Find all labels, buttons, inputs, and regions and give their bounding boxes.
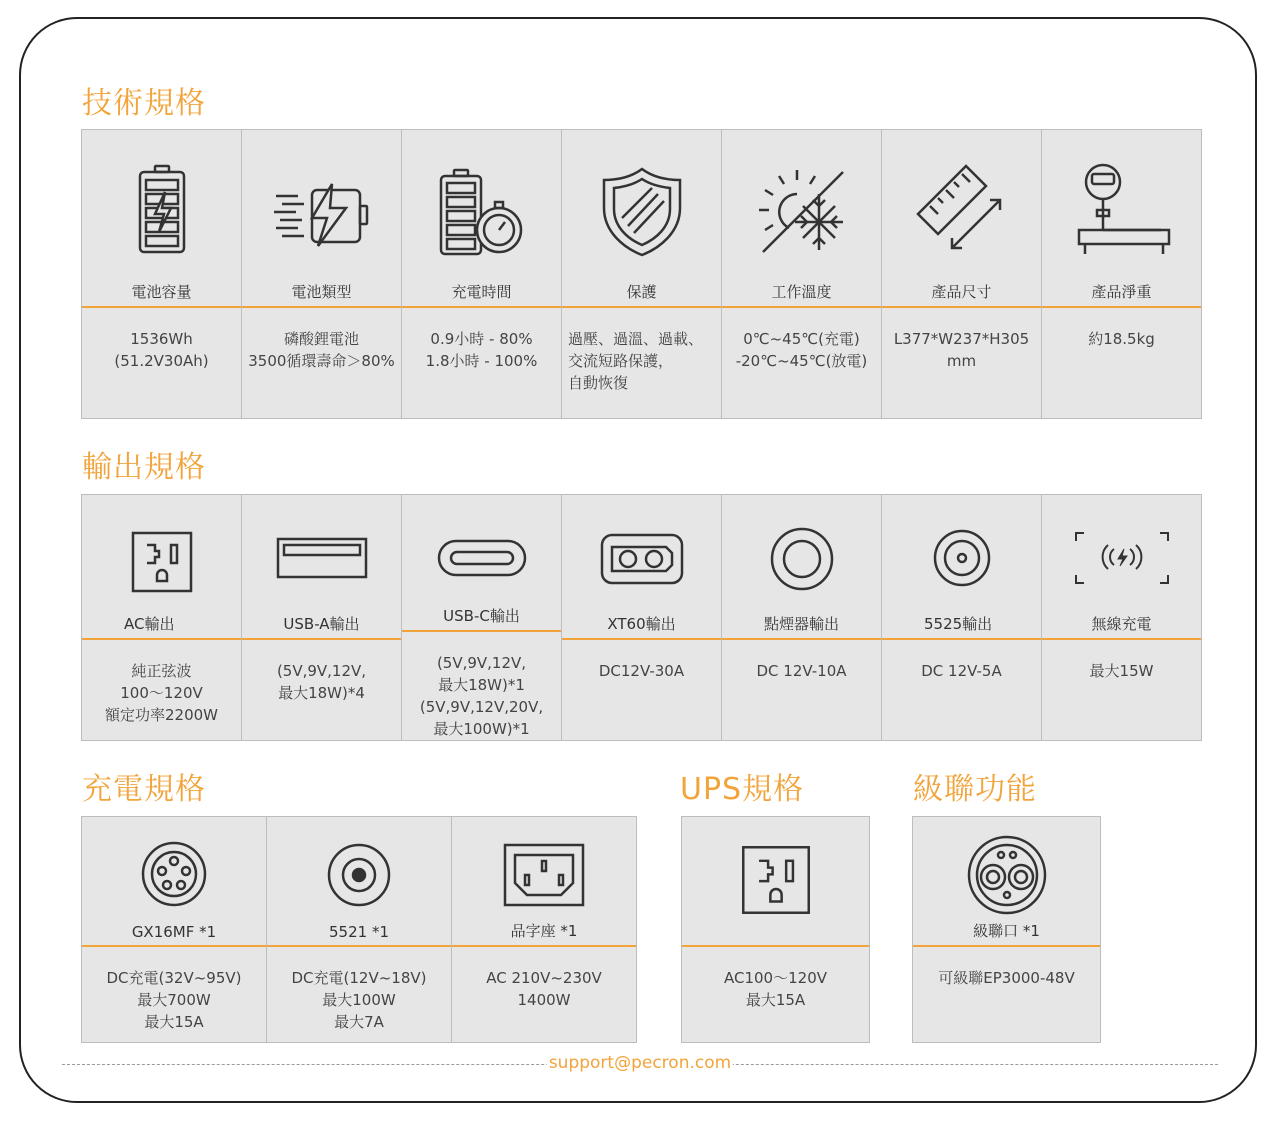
output-value: DC 12V-5A — [921, 662, 1002, 680]
scale-icon — [1042, 162, 1201, 256]
heading-ups-specs: UPS規格 — [680, 772, 805, 807]
tech-spec-net-weight — [1041, 129, 1202, 419]
ac-outlet-icon — [82, 531, 241, 593]
output-spec-5525 — [881, 494, 1042, 741]
tech-spec-dimensions — [881, 129, 1042, 419]
charge-value: AC 210V~230V 1400W — [486, 969, 602, 1009]
tech-label: 電池類型 — [291, 283, 352, 301]
output-value: 純正弦波 100～120V 額定功率2200W — [104, 662, 218, 724]
battery-charge-icon — [242, 182, 401, 248]
cascade-specs-table — [912, 816, 1101, 1043]
charge-value: DC充電(32V~95V) 最大700W 最大15A — [106, 969, 242, 1031]
tech-spec-charging-time — [401, 129, 562, 419]
output-label: USB-C輸出 — [443, 607, 520, 625]
output-value: 最大15W — [1089, 662, 1154, 680]
output-spec-usb-c — [401, 494, 562, 741]
shield-icon — [562, 166, 721, 258]
battery-icon — [82, 164, 241, 254]
cascade-value: 可級聯EP3000-48V — [938, 969, 1075, 987]
charge-spec-gx16 — [81, 816, 267, 1043]
cascade-port-icon — [913, 835, 1100, 915]
heading-charge-specs: 充電規格 — [82, 772, 206, 807]
output-label: AC輸出 — [124, 615, 175, 633]
output-specs-table — [81, 494, 1202, 741]
tech-specs-table — [81, 129, 1202, 419]
output-value: (5V,9V,12V, 最大18W)*1 (5V,9V,12V,20V, 最大100W)*1 — [419, 654, 544, 738]
support-email-link[interactable]: support@pecron.com — [548, 1053, 732, 1073]
tech-label: 充電時間 — [451, 283, 512, 301]
output-value: DC 12V-10A — [756, 662, 847, 680]
tech-label: 工作溫度 — [771, 283, 832, 301]
dc-5521-port-icon — [267, 843, 451, 907]
tech-spec-battery-type — [241, 129, 402, 419]
charge-spec-5521 — [266, 816, 452, 1043]
car-socket-icon — [722, 527, 881, 591]
output-spec-wireless — [1041, 494, 1202, 741]
output-spec-xt60 — [561, 494, 722, 741]
charge-label: 品字座 *1 — [510, 922, 578, 940]
tech-spec-working-temperature — [721, 129, 882, 419]
xt60-port-icon — [562, 533, 721, 585]
tech-value: 磷酸鋰電池 3500循環壽命＞80% — [248, 330, 395, 370]
ups-spec-ac — [681, 816, 870, 1043]
tech-value: L377*W237*H305 mm — [893, 330, 1030, 370]
charge-value: DC充電(12V~18V) 最大100W 最大7A — [291, 969, 427, 1031]
ruler-icon — [882, 164, 1041, 256]
charge-specs-table — [81, 816, 637, 1043]
tech-label: 電池容量 — [131, 283, 192, 301]
tech-label: 產品尺寸 — [931, 283, 992, 301]
heading-output-specs: 輸出規格 — [82, 450, 206, 485]
iec-inlet-icon — [452, 843, 636, 907]
ups-value: AC100～120V 最大15A — [724, 969, 827, 1009]
heading-cascade: 級聯功能 — [913, 772, 1037, 807]
usb-a-port-icon — [242, 537, 401, 579]
output-value: (5V,9V,12V, 最大18W)*4 — [276, 662, 367, 702]
cascade-spec-port — [912, 816, 1101, 1043]
output-label: USB-A輸出 — [283, 615, 360, 633]
tech-value: 過壓、過溫、過載、 交流短路保護， 自動恢復 — [568, 330, 704, 392]
wireless-charging-icon — [1042, 531, 1201, 585]
output-spec-ac — [81, 494, 242, 741]
tech-value: 約18.5kg — [1088, 330, 1155, 348]
output-label: 無線充電 — [1091, 615, 1152, 633]
usb-c-port-icon — [402, 539, 561, 577]
tech-value: 0.9小時 - 80% 1.8小時 - 100% — [425, 330, 538, 370]
output-label: XT60輸出 — [607, 615, 676, 633]
tech-spec-battery-capacity — [81, 129, 242, 419]
gx16-port-icon — [82, 841, 266, 907]
ups-outlet-icon — [682, 845, 869, 915]
charge-spec-iec — [451, 816, 637, 1043]
tech-label: 產品淨重 — [1091, 283, 1152, 301]
battery-timer-icon — [402, 168, 561, 258]
tech-label: 保護 — [626, 283, 657, 301]
output-spec-usb-a — [241, 494, 402, 741]
footer-divider — [62, 1053, 1218, 1073]
heading-tech-specs: 技術規格 — [82, 86, 206, 121]
sun-snow-icon — [722, 166, 881, 256]
charge-label: GX16MF *1 — [131, 923, 217, 941]
ups-specs-table — [681, 816, 870, 1043]
output-label: 點煙器輸出 — [763, 615, 839, 633]
tech-value: 1536Wh (51.2V30Ah) — [114, 330, 209, 370]
tech-value: 0℃~45℃(充電) -20℃~45℃(放電) — [735, 330, 868, 370]
cascade-label: 級聯口 *1 — [973, 922, 1040, 940]
output-label: 5525輸出 — [924, 615, 993, 633]
output-spec-car-socket — [721, 494, 882, 741]
tech-spec-protection — [561, 129, 722, 419]
charge-label: 5521 *1 — [329, 923, 389, 941]
dc-5525-port-icon — [882, 529, 1041, 587]
output-value: DC12V-30A — [598, 662, 685, 680]
